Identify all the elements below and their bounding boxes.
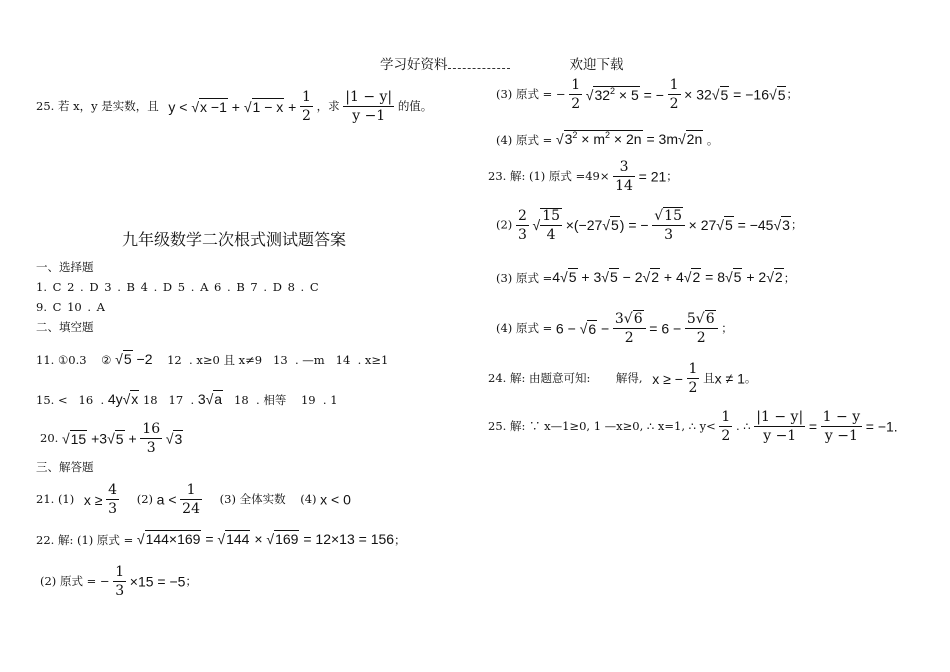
- section-choice: 一、选择题: [36, 260, 94, 274]
- page-header: [380, 59, 624, 73]
- ans-22-4: (4) 原式 = $√3^2 \times m^2 \times 2n = 3m√2n$ 。: [496, 130, 719, 147]
- section-solve: 三、解答题: [36, 460, 94, 474]
- header-right: 欢迎下载: [569, 57, 624, 73]
- q25-question: 25. 若 x，y 是实数，且 y < √x −1 + √1 − x + $\frac{1}{2}$ ，求 $\frac{|1 - y|}{y -1}$ 的值。: [36, 89, 433, 124]
- ans-25: 25. 解: ∵ x—1≥0, 1 —x≥0, ∴ x=1, ∴ y< $\frac{1}{2}$ . ∴ $\frac{|1 - y|}{y -1}$ = $\frac{1 - y}{y -1}$ = −1.: [488, 409, 898, 444]
- ans-22-3: (3) 原式 = − $\frac{1}{2}$ $√32^2 \times 5$ = − $\frac{1}{2}$ × 32√5 = −16√5；: [496, 77, 798, 112]
- header-left: 学习好资料: [380, 57, 448, 73]
- ans-23-2: (2) $\frac{2}{3}$ √ $\frac{15}{4}$ ×(−27√5) = − $\frac{√15}{3}$ × 27√5 = −45√3；: [496, 207, 803, 243]
- ans-22-1: 22. 解: (1) 原式 = √144×169 = √144 × √169 = 12×13 = 156；: [36, 531, 406, 547]
- ans-23-1: 23. 解: (1) 原式 =49× $\frac{3}{14}$ = 21；: [488, 159, 678, 194]
- choice-answers-1: 1. C 2 . D 3 . B 4 . D 5 . A 6 . B 7 . D 8 . C: [36, 280, 319, 294]
- ans-23-3: (3) 原式 =4√5 + 3√5 − 2√2 + 4√2 = 8√5 + 2√2；: [496, 269, 796, 285]
- header-dash: [448, 60, 510, 69]
- ans-22-2: (2) 原式 = − $\frac{1}{3}$ ×15 = −5；: [40, 564, 197, 599]
- section-fill: 二、填空题: [36, 320, 94, 334]
- fill-15: 15. < 16 . 4y√x 18 17 . 3√a 18 . 相等 19 . 1: [36, 391, 338, 407]
- ans-24: 24. 解: 由题意可知: 解得, x ≥ − $\frac{1}{2}$ 且x ≠ 1。: [488, 361, 757, 396]
- fill-11: 11. ①0.3 ② √5 −2 12 . x≥0 且 x≠9 13 . —m 14 . x≥1: [36, 351, 389, 367]
- ans-21: 21. (1) x ≥ $\frac{4}{3}$ (2) a < $\frac{1}{24}$ (3) 全体实数 (4) x < 0: [36, 482, 351, 517]
- page-title: 九年级数学二次根式测试题答案: [122, 230, 347, 249]
- ans-23-4: (4) 原式 = 6 − √6 − $\frac{3√6}{2}$ = 6 − $\frac{5√6}{2}$ ；: [496, 311, 733, 346]
- fill-20: 20. √15 +3√5 + $\frac{16}{3}$ √3: [40, 421, 183, 456]
- choice-answers-2: 9. C 10 . A: [36, 300, 105, 314]
